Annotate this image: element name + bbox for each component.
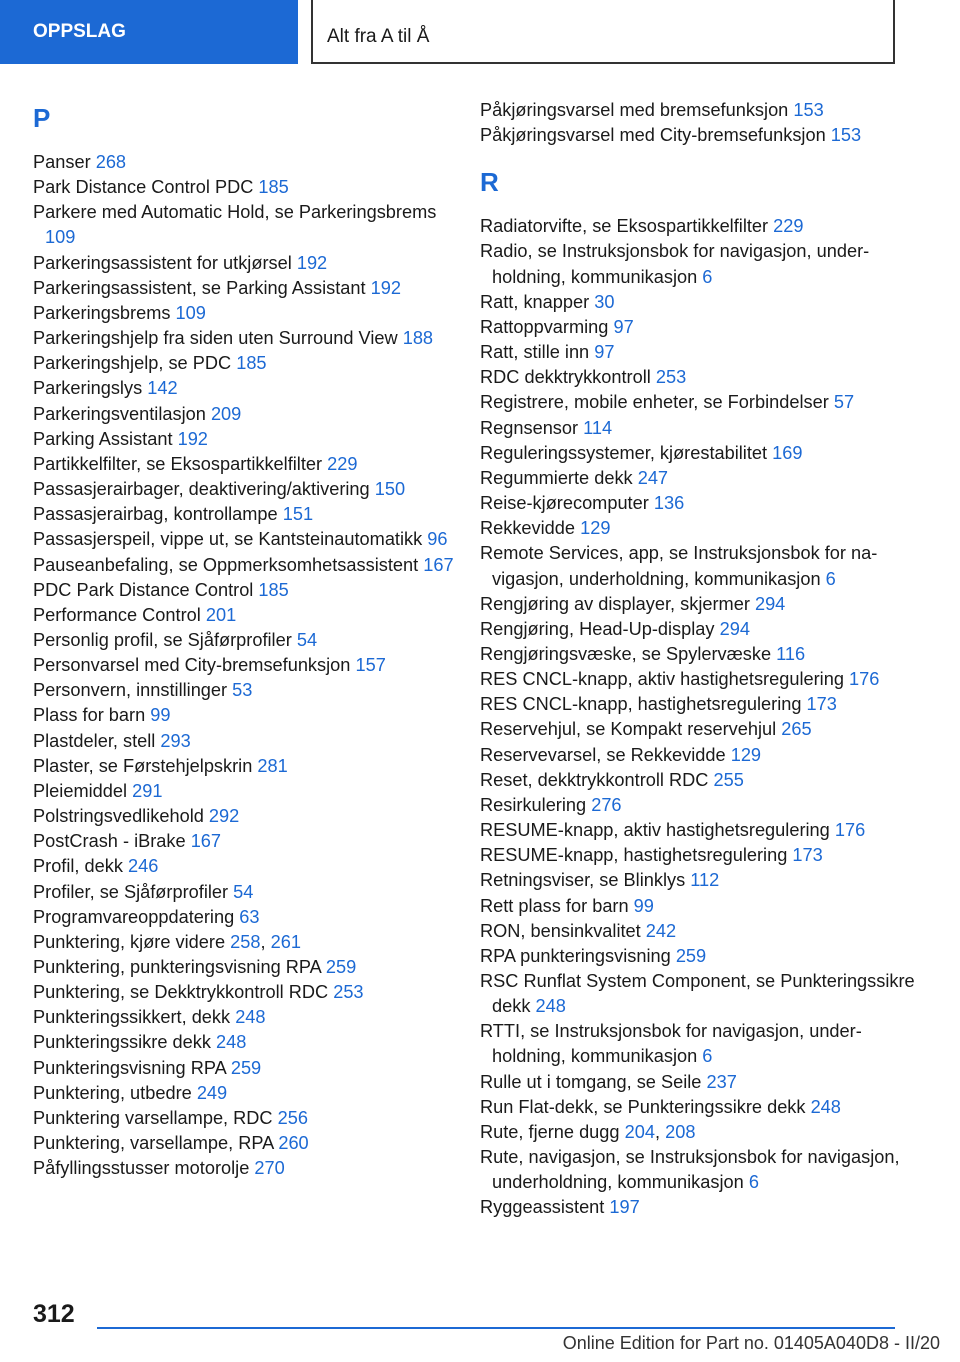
page-reference-link[interactable]: 204 [624,1121,655,1142]
page-reference-link[interactable]: 248 [235,1007,266,1028]
entry-term: Punkteringsvisning RPA [33,1057,226,1078]
entry-term: RES CNCL-knapp, aktiv hastighetsregulering [480,669,844,690]
page-reference-link[interactable]: 150 [374,479,406,500]
page-reference-link[interactable]: 237 [706,1071,737,1092]
index-entry [33,200,461,250]
index-entry [33,1131,461,1156]
entry-term: Pleiemiddel [33,780,128,801]
page-reference-link[interactable]: 153 [830,125,862,146]
index-entry [33,578,461,603]
page-reference-link[interactable]: 188 [402,328,434,349]
entry-term: RSC Runflat System Component, se Punkteringssikre dekk [480,971,915,1017]
page-reference-link[interactable]: 185 [236,353,267,374]
index-entry [33,829,461,854]
entry-term: Plass for barn [33,705,146,726]
entry-term: Parkeringsbrems [33,302,171,323]
index-entry [480,592,920,617]
page-reference-link[interactable]: 208 [665,1121,696,1142]
page-reference-link[interactable]: 192 [370,277,402,298]
index-entry [480,315,920,340]
page-reference-link[interactable]: 54 [296,629,318,650]
page-reference-link[interactable]: 248 [215,1032,247,1053]
page-reference-link[interactable]: 242 [645,920,677,941]
index-entry [33,678,461,703]
page-reference-link[interactable]: 248 [535,996,566,1017]
index-entry [480,491,920,516]
index-entry [33,1156,461,1181]
entry-term: Parkeringsventilasjon [33,403,206,424]
page-reference-link[interactable]: 6 [702,1046,713,1067]
index-entry [480,290,920,315]
index-entry [480,843,920,868]
entry-term: Punktering, punkteringsvisning RPA [33,957,321,977]
index-entry [33,276,461,301]
index-entry [33,351,461,376]
index-entry [480,1095,920,1120]
entry-term: Rute, navigasjon, se Instruksjonsbok for navigasjon, underholdning, kommunikasjon [480,1147,900,1193]
index-entry [33,603,461,628]
entry-term: RPA punkteringsvisning [480,945,671,966]
index-entry [480,944,920,969]
index-entry [33,1030,461,1055]
index-entry [480,768,920,793]
entry-term: Rengjøring, Head-Up-display [480,618,715,639]
page-reference-link[interactable]: 292 [208,806,240,827]
entry-term: Rekkevidde [480,518,576,539]
entry-term: Reservevarsel, se Rekkevidde [480,744,726,765]
page-reference-link[interactable]: 129 [580,518,611,539]
page-reference-link[interactable]: 229 [773,216,804,237]
page-reference-link[interactable]: 246 [128,856,159,877]
entry-term: RDC dekktrykkontroll [480,367,651,388]
index-letter-p: P [33,103,51,133]
page-reference-link[interactable]: 253 [333,982,364,1003]
index-entry [33,376,461,401]
index-entry [480,98,920,123]
entry-term: Passasjerairbag, kontrollampe [33,504,278,525]
page-reference-link[interactable]: 116 [776,643,806,664]
entry-term: Regummierte dekk [480,467,633,488]
page-reference-link[interactable]: 293 [160,730,191,751]
entry-term: Pauseanbefaling, se Oppmerksomhetsassistent [33,554,419,575]
entry-term: Ryggeassistent [480,1197,605,1218]
page-reference-link[interactable]: 185 [258,579,289,600]
index-entry [33,1081,461,1106]
entry-term: Punkteringssikkert, dekk [33,1007,231,1028]
index-entry [33,251,461,276]
index-entry [33,980,461,1005]
index-entry [33,527,461,552]
page-reference-link[interactable]: 259 [230,1057,262,1078]
entry-term: Passasjerairbager, deaktivering/aktivering [33,479,370,500]
entry-term: Parkeringslys [33,378,143,399]
index-entry [480,617,920,642]
entry-term: Reset, dekktrykkontroll RDC [480,769,709,790]
entry-term: Parkere med Automatic Hold, se Parkeringsbrems [33,202,437,223]
entry-term: Profiler, se Sjåførprofiler [33,881,229,902]
entry-term: Performance Control [33,604,201,625]
entry-term: Parkeringshjelp fra siden uten Surround View [33,328,398,349]
page-reference-link[interactable]: 256 [277,1107,308,1128]
page-reference-link[interactable]: 173 [792,845,823,866]
page-reference-link[interactable]: 97 [613,316,634,337]
entry-term: Parkeringshjelp, se PDC [33,353,232,374]
entry-term: Registrere, mobile enheter, se Forbindelser [480,392,829,413]
page-reference-link[interactable]: 197 [609,1197,640,1218]
entry-term: PDC Park Distance Control [33,579,254,600]
entry-term: Punktering, utbedre [33,1082,192,1103]
index-entry [33,880,461,905]
page-reference-link[interactable]: 258 [230,931,261,952]
page-reference-link[interactable]: 142 [147,378,178,399]
index-entry [33,754,461,779]
entry-term: Reguleringssystemer, kjørestabilitet [480,442,768,463]
page-reference-link[interactable]: 167 [423,554,454,575]
index-entry [33,1005,461,1030]
page-reference-link[interactable]: 249 [196,1082,228,1103]
index-entry [480,441,920,466]
page-reference-link[interactable]: 270 [254,1158,285,1179]
page-reference-link[interactable]: 248 [810,1096,841,1117]
entry-term: Parkeringsassistent, se Parking Assistant [33,277,366,298]
index-entry [480,516,920,541]
page-reference-link[interactable]: 6 [825,568,836,589]
page-reference-link[interactable]: 276 [591,794,622,815]
index-entry [480,894,920,919]
entry-term: Passasjerspeil, vippe ut, se Kantsteinautomatikk [33,529,423,550]
page-reference-link[interactable]: 281 [257,755,288,776]
index-entry [480,818,920,843]
entry-term: Punktering, kjøre videre [33,931,226,952]
page-reference-link[interactable]: 201 [205,604,237,625]
index-letter-r: R [480,167,499,198]
page-reference-link[interactable]: 253 [655,367,687,388]
index-entry [33,955,461,980]
entry-term: Regnsensor [480,417,579,438]
entry-term: Resirkulering [480,794,587,815]
entry-term: Påfyllingsstusser motorolje [33,1158,250,1179]
entry-term: Ratt, knapper [480,291,590,312]
index-entry [480,743,920,768]
entry-term: Programvareoppdatering [33,906,235,927]
entry-term: Plaster, se Førstehjelpskrin [33,755,253,776]
entry-term: Punktering varsellampe, RDC [33,1107,273,1128]
page-reference-link[interactable]: 255 [713,769,744,790]
index-entry [480,365,920,390]
entry-term: Punktering, varsellampe, RPA [33,1133,274,1154]
index-entry [33,1056,461,1081]
index-entry [480,340,920,365]
index-entry [480,541,920,591]
page-reference-link[interactable]: 294 [719,618,750,639]
page-reference-link[interactable]: 109 [175,302,206,323]
index-entry [33,553,461,578]
page-reference-link[interactable]: 53 [232,680,253,701]
page-reference-link[interactable]: 169 [772,442,803,463]
page-reference-link[interactable]: 173 [806,694,837,715]
entry-term: Parkeringsassistent for utkjørsel [33,252,292,273]
page-reference-link[interactable]: 99 [150,705,171,726]
index-entry [33,729,461,754]
entry-term: Park Distance Control PDC [33,177,254,198]
index-entry [33,804,461,829]
index-entry [480,642,920,667]
index-entry [480,214,920,239]
index-entry [33,402,461,427]
index-entry [480,1019,920,1069]
entry-term: Radio, se Instruksjonsbok for navigasjon, underholdning, kommunikasjon [480,241,870,287]
page-reference-link[interactable]: 261 [270,931,301,952]
entry-term: Påkjøringsvarsel med bremsefunksjon [480,100,789,120]
index-entry [33,854,461,879]
index-list-right [480,214,920,1220]
index-entry [33,175,461,200]
index-entry [33,905,461,930]
entry-term: Punkteringssikre dekk [33,1032,211,1053]
index-entry [480,466,920,491]
index-entry [33,653,461,678]
page-reference-link[interactable]: 109 [45,227,76,248]
index-entry [33,326,461,351]
index-entry [480,868,920,893]
entry-term: RESUME-knapp, aktiv hastighetsregulering [480,820,830,841]
index-entry: Punktering, kjøre videre 258, 261 [33,931,301,952]
entry-term: Personlig profil, se Sjåførprofiler [33,629,292,650]
index-entry [480,1195,920,1220]
page-reference-link[interactable]: 157 [355,655,386,676]
page-reference-link[interactable]: 260 [278,1133,309,1154]
index-entry [33,779,461,804]
page-reference-link[interactable]: 176 [834,820,866,841]
page-reference-link[interactable]: 136 [653,493,685,514]
index-entry [480,919,920,944]
index-entry [480,416,920,441]
page-reference-link[interactable]: 54 [233,881,254,902]
entry-term: Remote Services, app, se Instruksjonsbok for navigasjon, underholdning, kommunikasjon [480,543,878,589]
entry-term: Rett plass for barn [480,895,629,916]
entry-term: Rengjøringsvæske, se Spylervæske [480,643,772,664]
index-entry [480,969,920,1019]
entry-term: Rulle ut i tomgang, se Seile [480,1071,702,1092]
index-entry [33,628,461,653]
page-reference-link[interactable]: 114 [583,417,613,438]
entry-term: PostCrash - iBrake [33,831,186,852]
index-entry [33,703,461,728]
page-reference-link[interactable]: 185 [258,177,289,198]
page-reference-link[interactable]: 209 [210,403,242,424]
page-reference-link[interactable]: 153 [793,100,824,120]
page-reference-link[interactable]: 151 [282,504,314,525]
entry-term: Run Flat-dekk, se Punkteringssikre dekk [480,1096,806,1117]
edition-note: Online Edition for Part no. 01405A040D8 - II/20 [562,1333,940,1353]
entry-term: Rute, fjerne dugg [480,1121,620,1142]
index-entry [33,477,461,502]
index-entry [33,452,461,477]
index-entry [33,427,461,452]
entry-term: Profil, dekk [33,856,123,877]
entry-term: Parking Assistant [33,428,173,449]
index-entry [480,239,920,289]
section-tab [0,0,298,64]
entry-term: Retningsviser, se Blinklys [480,870,686,891]
page-reference-link[interactable]: 192 [296,252,328,273]
entry-term: Radiatorvifte, se Eksospartikkelfilter [480,216,769,237]
entry-term: Punktering, se Dekktrykkontroll RDC [33,982,329,1003]
index-column-right [480,98,920,1221]
entry-term: Polstringsvedlikehold [33,806,204,827]
entry-term: Rattoppvarming [480,316,609,337]
entry-term: Personvern, innstillinger [33,680,228,701]
page-reference-link[interactable]: 96 [427,529,448,550]
index-entry [480,717,920,742]
entry-term: Rengjøring av displayer, skjermer [480,593,750,614]
page-reference-link[interactable]: 192 [177,428,208,449]
page-reference-link[interactable]: 30 [594,291,615,312]
page-reference-link[interactable]: 259 [675,945,707,966]
page-reference-link[interactable]: 167 [190,831,222,852]
entry-term: Panser [33,152,91,172]
page-reference-link[interactable]: 63 [239,906,260,927]
index-column-left [33,98,461,1181]
page-reference-link[interactable]: 97 [594,342,615,363]
index-entry [480,667,920,692]
entry-term: Reservehjul, se Kompakt reservehjul [480,719,777,740]
page-reference-link[interactable]: 176 [849,669,880,690]
index-entry [33,301,461,326]
index-entry [33,1106,461,1131]
page-number: 312 [33,1300,75,1328]
page-reference-link[interactable]: 129 [730,744,762,765]
entry-term: RON, bensinkvalitet [480,920,641,941]
page-reference-link[interactable]: 57 [833,392,855,413]
page-reference-link[interactable]: 294 [754,593,786,614]
index-entry [480,692,920,717]
page-reference-link[interactable]: 112 [690,870,720,891]
entry-term: RES CNCL-knapp, hastighetsregulering [480,694,802,715]
index-entry [480,390,920,415]
page-reference-link[interactable]: 99 [633,895,654,916]
entry-term: Ratt, stille inn [480,342,590,363]
entry-term: Påkjøringsvarsel med City-bremsefunksjon [480,125,826,146]
index-entry [33,150,461,175]
index-entry: Rute, fjerne dugg 204, 208 [480,1121,696,1142]
index-list-continued [480,98,920,148]
entry-term: Reise-kjørecomputer [480,493,649,514]
page-reference-link[interactable]: 6 [748,1172,759,1193]
entry-term: RESUME-knapp, hastighetsregulering [480,845,788,866]
entry-term: Personvarsel med City-bremsefunksjon [33,655,351,676]
page-reference-link[interactable]: 6 [702,266,713,287]
page-reference-link[interactable]: 259 [325,957,357,977]
index-entry [480,1070,920,1095]
footer-divider [97,1327,895,1329]
index-entry [480,123,920,148]
entry-term: RTTI, se Instruksjonsbok for navigasjon, underholdning, kommunikasjon [480,1021,862,1067]
section-label: OPPSLAG [33,21,126,42]
index-entry [480,1145,920,1195]
chapter-title: Alt fra A til Å [311,0,895,64]
index-entry [33,502,461,527]
index-list-left [33,150,461,1181]
index-entry [480,793,920,818]
page-reference-link[interactable]: 247 [637,467,669,488]
page-reference-link[interactable]: 229 [327,453,358,474]
page-reference-link[interactable]: 265 [781,719,812,740]
entry-term: Partikkelfilter, se Eksospartikkelfilter [33,453,323,474]
page-reference-link[interactable]: 268 [95,152,127,172]
entry-term: Plastdeler, stell [33,730,156,751]
page-reference-link[interactable]: 291 [132,780,163,801]
